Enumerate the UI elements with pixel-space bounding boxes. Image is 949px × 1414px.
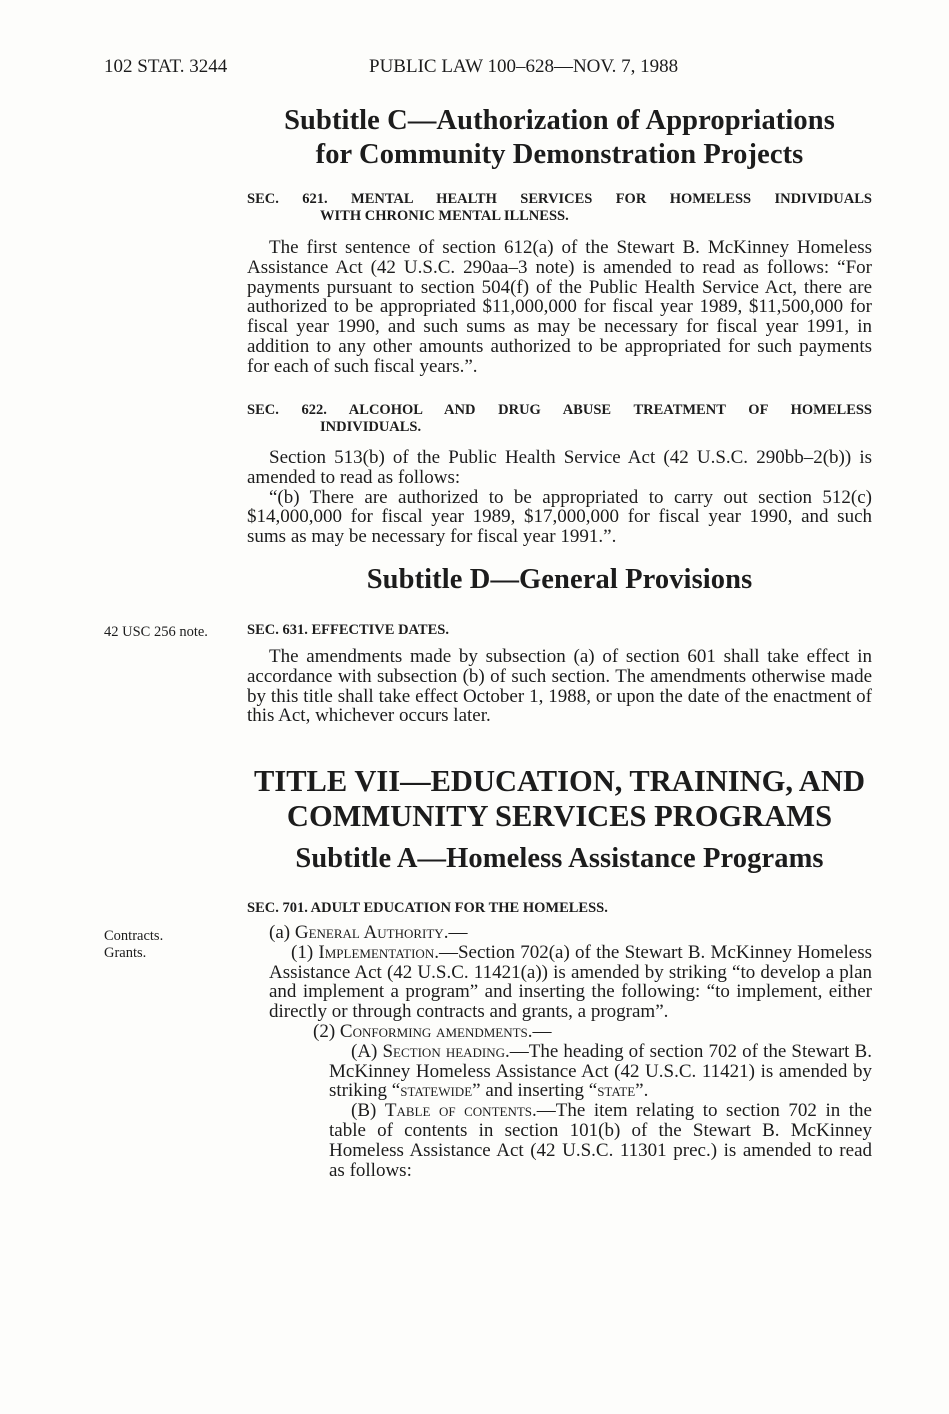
section-622-text-1: Section 513(b) of the Public Health Service Act (42 U.S.C. 290bb–2(b)) is amended to read as follows:: [247, 447, 872, 488]
subparagraph-a: [247, 1042, 872, 1101]
subsection-a-label: (a): [269, 922, 295, 943]
subparagraph-b: [247, 1101, 872, 1180]
title-vii-line2: COMMUNITY SERVICES PROGRAMS: [286, 799, 833, 833]
section-631-text: The amendments made by subsection (a) of section 601 shall take effect in accordance with subsection (b) of such section. The amendments otherwise made by this title shall take effect October 1, 1988, or upon the date of the enactment of this Act, whichever occurs later.: [247, 646, 872, 727]
title-vii-line1: TITLE VII—EDUCATION, TRAINING, AND: [254, 764, 865, 798]
section-701-heading: SEC. 701. ADULT EDUCATION FOR THE HOMELESS.: [247, 900, 608, 916]
subparagraph-b-text: —The item relating to section 702 in the table of contents in section 101(b) of the Stewart B. McKinney Homeless Assistance Act (42 U.S.C. 11301 prec.) is amended to read as follows:: [329, 1100, 872, 1181]
page-stat-number: 102 STAT. 3244: [104, 56, 228, 77]
subtitle-a-heading: [247, 842, 872, 876]
subparagraph-b-label: (B): [351, 1100, 385, 1122]
section-622-heading: [247, 402, 872, 436]
subparagraph-a-label: (A): [351, 1040, 383, 1062]
section-621-text: The first sentence of section 612(a) of the Stewart B. McKinney Homeless Assistance Act (42 U.S.C. 290aa–3 note) is amended to read as follows: “For payments pursuant to section 504(f) of the Public Health Service Act, there are authorized to be appropriated $11,000,000 for fiscal year 1989, $11,500,000 for fiscal year 1990, and such sums as may be necessary for fiscal year 1991, in addition to any other amounts authorized to be appropriated for such payments for each of such fiscal years.”.: [247, 237, 872, 377]
margin-note-contracts: Contracts.: [104, 928, 164, 944]
section-621: [247, 191, 872, 377]
subparagraph-a-statewide: statewide: [400, 1080, 473, 1102]
section-621-heading-a: SEC. 621. MENTAL HEALTH SERVICES FOR HOMELESS INDIVIDUALS: [247, 191, 872, 207]
margin-notes-701: [104, 928, 163, 962]
section-621-heading-b: WITH CHRONIC MENTAL ILLNESS.: [320, 208, 569, 224]
subparagraph-a-text-2: ” and inserting “: [472, 1080, 598, 1102]
section-622-heading-a: SEC. 622. ALCOHOL AND DRUG ABUSE TREATMENT OF HOMELESS: [247, 402, 872, 418]
margin-note-42-usc-256: 42 USC 256 note.: [104, 624, 208, 640]
section-701: [247, 900, 872, 1180]
subparagraph-a-text-1: —The heading of section 702 of the Stewart B. McKinney Homeless Assistance Act (42 U.S.C. 11421) is amended by striking “: [329, 1040, 872, 1102]
subtitle-a-title: Subtitle A—Homeless Assistance Programs: [295, 843, 824, 874]
paragraph-1-label: (1): [291, 941, 319, 963]
subparagraph-b-heading: Table of contents.: [384, 1100, 537, 1122]
section-631-heading: SEC. 631. EFFECTIVE DATES.: [247, 622, 449, 638]
title-vii-heading: [247, 764, 872, 834]
subsection-a-heading: General Authority.—: [294, 922, 468, 943]
paragraph-2: [247, 1022, 872, 1042]
paragraph-1-heading: Implementation.: [318, 941, 439, 963]
section-621-heading: [247, 191, 872, 225]
section-631: [247, 622, 872, 726]
paragraph-2-label: (2): [313, 1020, 340, 1042]
paragraph-2-heading: Conforming amendments.—: [339, 1020, 552, 1042]
subtitle-c-line2: for Community Demonstration Projects: [315, 139, 804, 170]
subparagraph-a-text-3: ”.: [635, 1080, 649, 1102]
paragraph-1: [247, 943, 872, 1022]
paragraph-1-text: —Section 702(a) of the Stewart B. McKinney Homeless Assistance Act (42 U.S.C. 11421(a)) is amended by striking “to develop a plan and implement a program” and inserting the following: “to implement, either directly or through contracts and grants, a program”.: [269, 941, 873, 1023]
subparagraph-a-heading: Section heading.: [382, 1040, 510, 1062]
subtitle-c-heading: [247, 104, 872, 172]
subtitle-d-title: Subtitle D—General Provisions: [366, 564, 753, 595]
section-622-text-2: “(b) There are authorized to be appropriated to carry out section 512(c) $14,000,000 for fiscal year 1989, $17,000,000 for fiscal year 1990, and such sums as may be necessary for fiscal year 1991.”.: [247, 486, 872, 548]
subsection-a: [247, 923, 872, 943]
subtitle-c-line1: Subtitle C—Authorization of Appropriations: [284, 105, 835, 136]
section-622: [247, 402, 872, 547]
subtitle-d-heading: [247, 563, 872, 597]
subparagraph-a-state: state: [597, 1080, 636, 1102]
public-law-citation: PUBLIC LAW 100–628—NOV. 7, 1988: [369, 56, 679, 77]
section-622-heading-b: INDIVIDUALS.: [320, 419, 422, 435]
margin-note-grants: Grants.: [104, 945, 147, 961]
